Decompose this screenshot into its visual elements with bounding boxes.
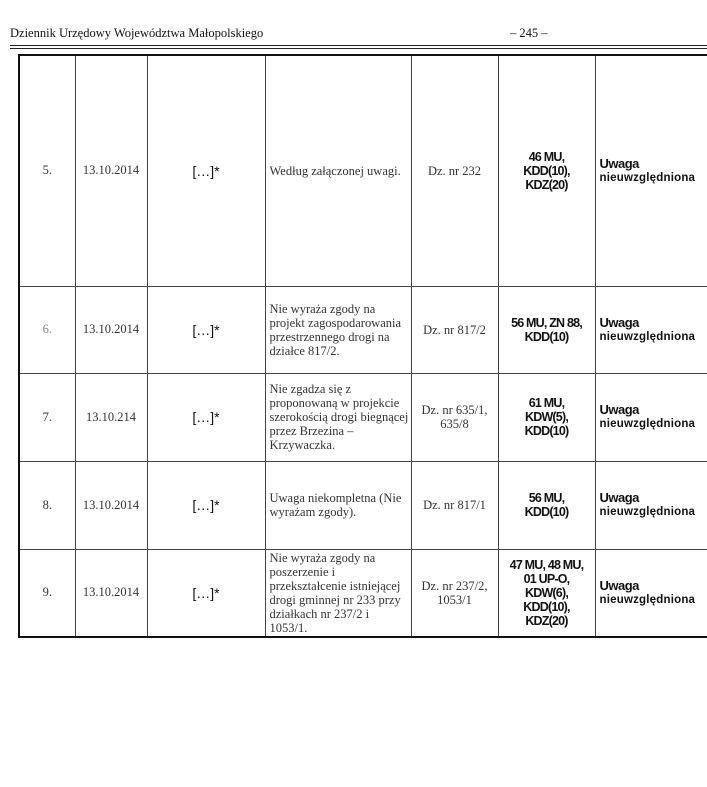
row-date: 13.10.2014 xyxy=(75,549,147,637)
decision-label: Uwaga xyxy=(599,402,639,417)
row-parcel: Dz. nr 817/2 xyxy=(411,286,498,373)
row-designation: 47 MU, 48 MU, 01 UP-O, KDW(6), KDD(10), KDZ(20) xyxy=(498,549,595,637)
row-date: 13.10.2014 xyxy=(75,55,147,286)
row-number: 9. xyxy=(19,549,75,637)
row-parcel: Dz. nr 232 xyxy=(411,55,498,286)
row-decision xyxy=(595,549,707,637)
decision-label: Uwaga xyxy=(599,155,639,171)
header-rule-bottom xyxy=(10,48,707,49)
row-number: 7. xyxy=(19,373,75,461)
row-parcel: Dz. nr 237/2, 1053/1 xyxy=(411,549,498,637)
row-parcel: Dz. nr 817/1 xyxy=(411,461,498,549)
row-content: Nie wyraża zgody na poszerzenie i przekształcenie istniejącej drogi gminnej nr 233 przy działkach nr 237/2 i 1053/1. xyxy=(265,549,411,637)
decision-status: nieuwzględniona xyxy=(599,506,696,518)
row-decision xyxy=(595,373,707,461)
row-number: 6. xyxy=(19,286,75,373)
row-person: […]* xyxy=(147,549,265,637)
table-row xyxy=(19,461,707,549)
row-content: Według załączonej uwagi. xyxy=(265,55,411,286)
decision-label: Uwaga xyxy=(599,577,639,593)
row-designation: 46 MU, KDD(10), KDZ(20) xyxy=(498,55,595,286)
row-designation: 56 MU, KDD(10) xyxy=(498,461,595,549)
row-content: Nie wyraża zgody na projekt zagospodarowania przestrzennego drogi na działce 817/2. xyxy=(265,286,411,373)
row-person: […]* xyxy=(147,461,265,549)
row-content: Nie zgadza się z proponowaną w projekcie szerokością drogi biegnącej przez Brzezina – Krzywaczka. xyxy=(265,373,411,461)
row-person: […]* xyxy=(147,286,265,373)
decision-status: nieuwzględniona xyxy=(599,593,696,606)
row-date: 13.10.2014 xyxy=(75,286,147,373)
row-date: 13.10.2014 xyxy=(75,461,147,549)
row-designation: 56 MU, ZN 88, KDD(10) xyxy=(498,286,595,373)
decision-status: nieuwzględniona xyxy=(599,330,696,343)
decision-status: nieuwzględniona xyxy=(599,171,696,184)
header-rule-top xyxy=(10,45,707,46)
decision-label: Uwaga xyxy=(599,314,639,330)
row-date: 13.10.214 xyxy=(75,373,147,461)
page-number: – 245 – xyxy=(510,26,548,40)
comments-table xyxy=(18,54,707,638)
row-person: […]* xyxy=(147,55,265,286)
row-number: 5. xyxy=(19,55,75,286)
table-row xyxy=(19,373,707,461)
row-content: Uwaga niekompletna (Nie wyrażam zgody). xyxy=(265,461,411,549)
decision-status: nieuwzględniona xyxy=(599,418,696,430)
decision-label: Uwaga xyxy=(599,490,639,505)
row-decision xyxy=(595,55,707,286)
table-row xyxy=(19,549,707,637)
row-designation: 61 MU, KDW(5), KDD(10) xyxy=(498,373,595,461)
row-number: 8. xyxy=(19,461,75,549)
journal-title: Dziennik Urzędowy Województwa Małopolskiego xyxy=(10,26,264,40)
row-parcel: Dz. nr 635/1, 635/8 xyxy=(411,373,498,461)
table-row xyxy=(19,55,707,286)
row-decision xyxy=(595,461,707,549)
table-row xyxy=(19,286,707,373)
row-decision xyxy=(595,286,707,373)
row-person: […]* xyxy=(147,373,265,461)
